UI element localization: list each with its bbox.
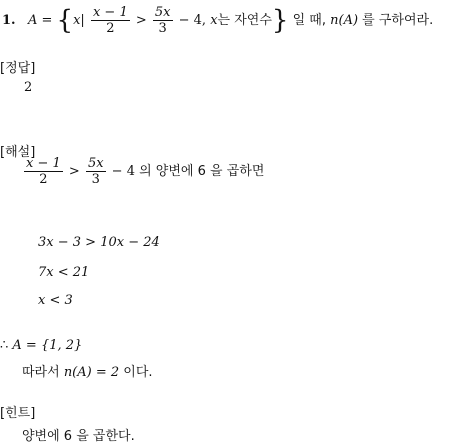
hint-label: [힌트] [0,406,36,421]
right-brace: } [271,5,289,36]
hint-text: 양변에 6 을 곱한다. [22,429,135,444]
fraction-right [153,5,173,36]
solution-fraction-left-denominator: 2 [39,172,48,187]
solution-label: [해설] [0,145,36,160]
equals-sign: = [37,13,57,28]
set-result-line [0,338,82,353]
solution-fraction-left-numerator: x − 1 [26,156,61,171]
solution-fraction-left [24,156,63,187]
solution-first-line [22,155,264,189]
fraction-left-denominator: 2 [106,21,115,36]
set-result: A = {1, 2} [12,338,83,353]
solution-step-3: x < 3 [38,293,73,308]
answer-value: 2 [24,80,33,95]
condition-var: x [210,13,218,28]
conclusion-line [22,361,153,380]
conclusion-math: n(A) = 2 [63,365,120,380]
problem-statement [2,4,433,38]
solution-fraction-right [86,156,106,187]
ask-text: 를 구하여라. [358,13,434,28]
solution-step-1: 3x − 3 > 10x − 24 [38,235,160,250]
n-of-a: n(A) [330,13,359,28]
fraction-right-numerator: 5x [154,5,171,20]
greater-than: > [131,13,151,28]
solution-greater-than: > [64,164,84,179]
set-builder-var: x| [73,13,85,28]
tail-text: 일 때, [292,13,331,28]
therefore-symbol: ∴ [0,338,13,353]
fraction-left-numerator: x − 1 [92,5,128,20]
problem-number: 1. [2,13,16,28]
condition-text: 는 자연수 [217,13,272,28]
solution-minus-four: − 4 [107,164,140,179]
left-brace: { [56,5,74,36]
minus-four: − 4, [174,13,211,28]
solution-step-2: 7x < 21 [38,265,90,280]
solution-fraction-right-denominator: 3 [91,172,100,187]
solution-step-text: 의 양변에 6 을 곱하면 [139,164,265,179]
set-name: A [27,13,38,28]
answer-label: [정답] [0,61,36,76]
fraction-right-denominator: 3 [158,21,167,36]
fraction-left [91,5,130,36]
solution-fraction-right-numerator: 5x [87,156,104,171]
conclusion-pre: 따라서 [22,365,64,380]
conclusion-post: 이다. [119,365,153,380]
